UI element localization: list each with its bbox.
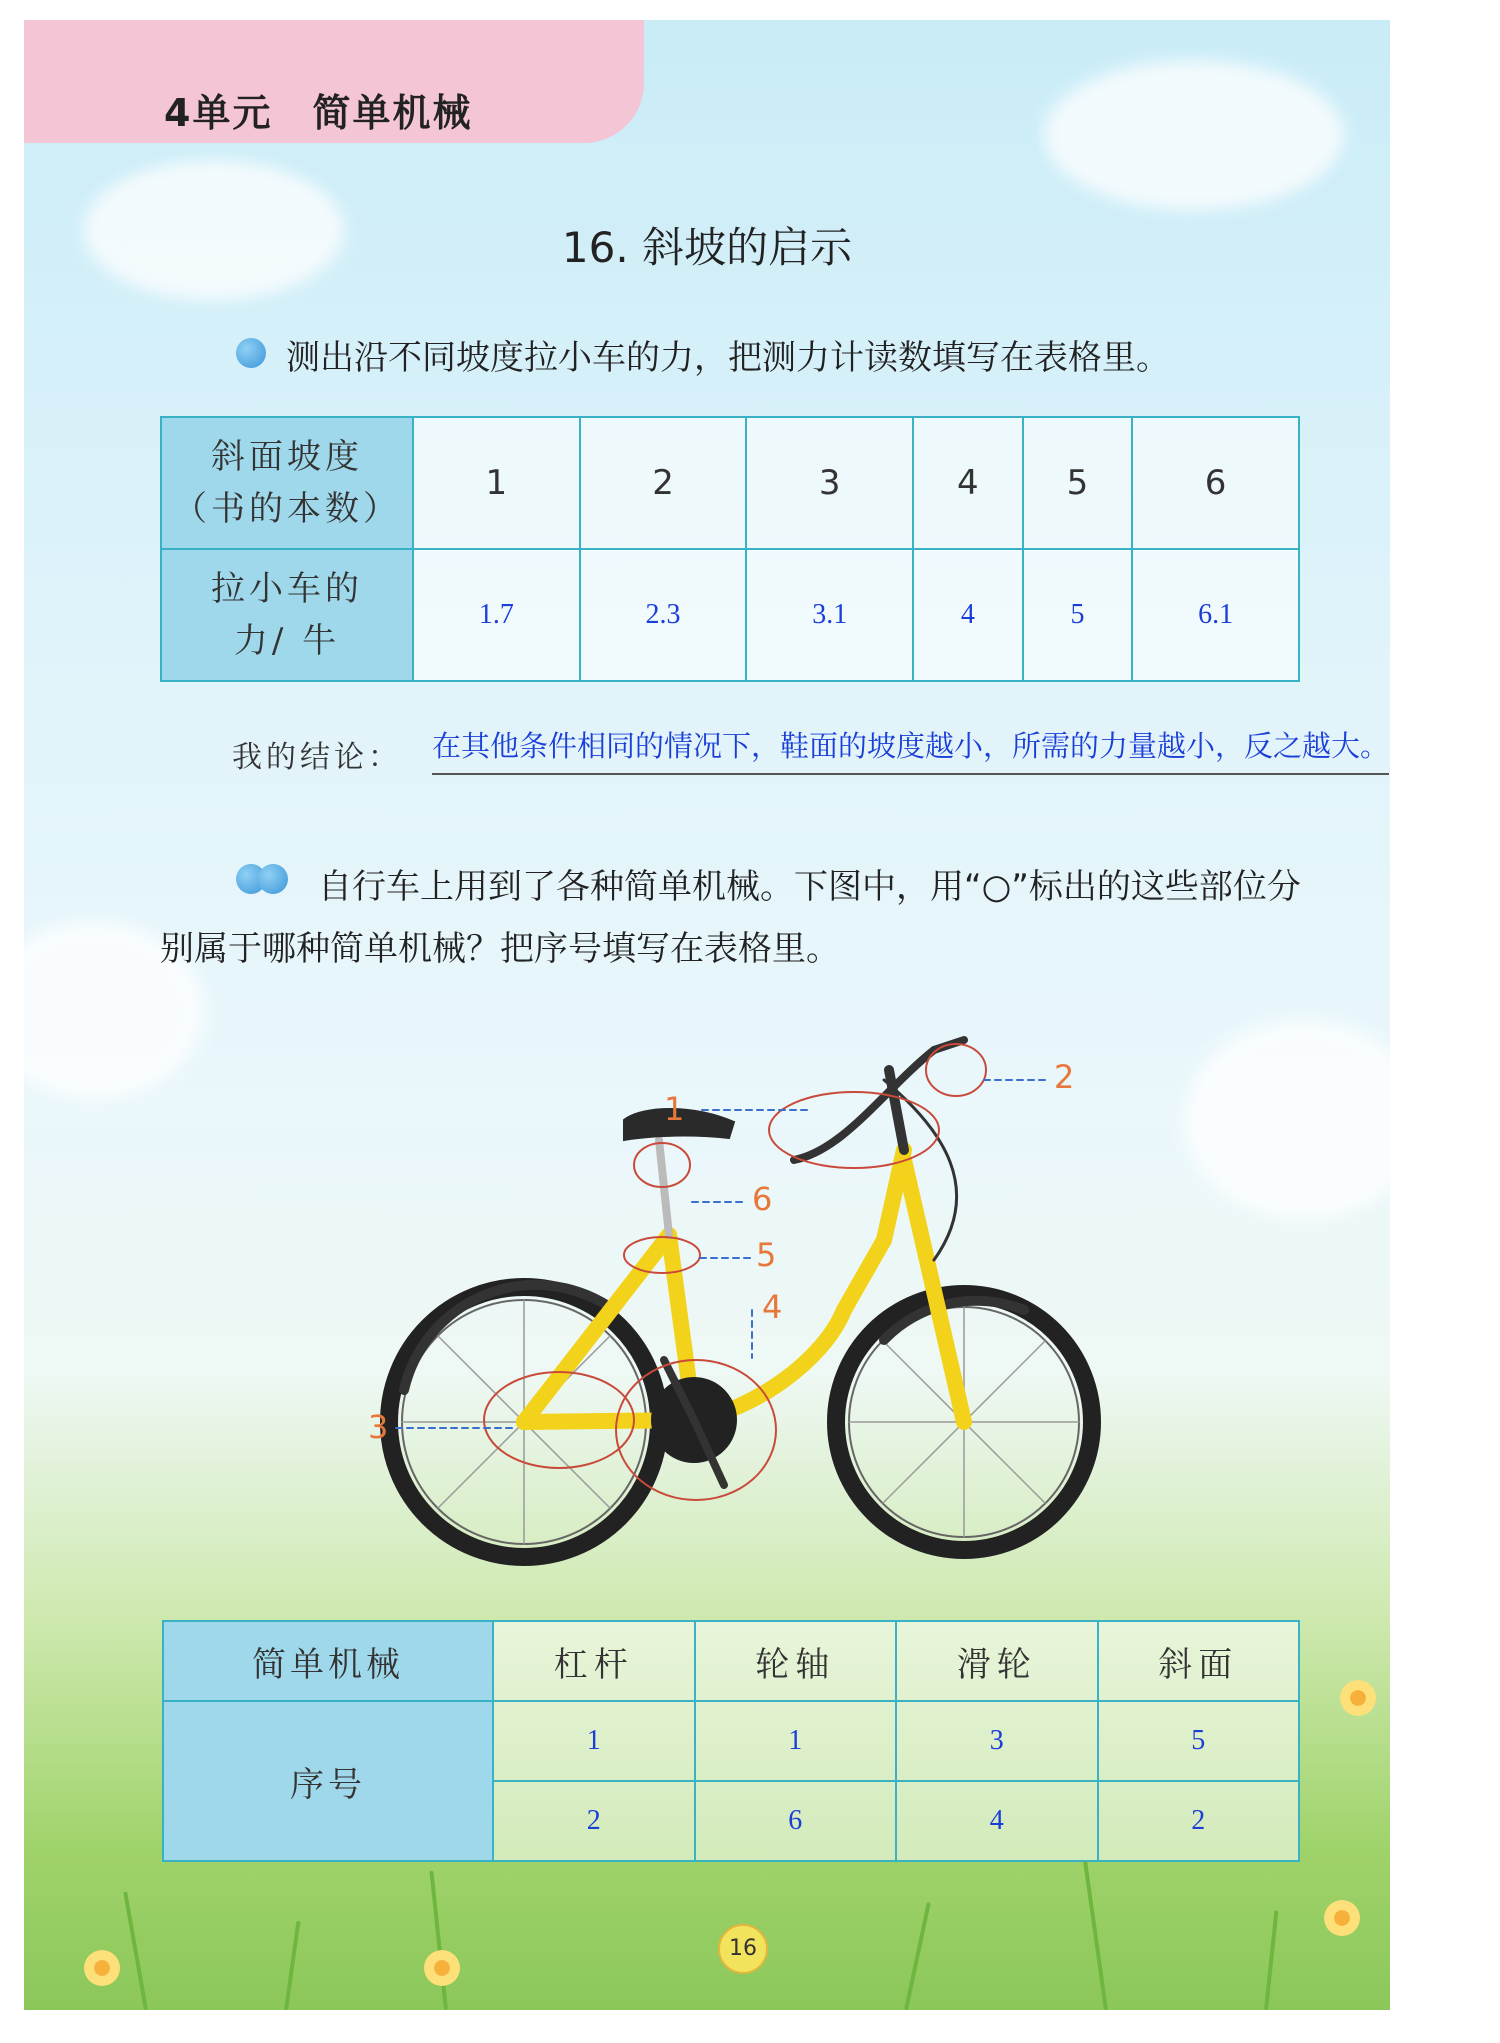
- conclusion-answer[interactable]: 在其他条件相同的情况下，鞋面的坡度越小，所需的力量越小，反之越大。: [432, 724, 1389, 775]
- slope-header-line1: 斜面坡度: [211, 437, 363, 477]
- slope-cell: 3: [746, 417, 913, 549]
- unit-title: 4单元 简单机械: [164, 91, 473, 135]
- slope-cell: 2: [580, 417, 747, 549]
- slope-row: [161, 417, 1299, 549]
- grass-decoration: [1264, 1910, 1278, 2010]
- slope-header-cell: [161, 417, 413, 549]
- page-number: 16: [718, 1924, 768, 1974]
- force-header-line2: 力/ 牛: [233, 621, 341, 661]
- force-answer-cell[interactable]: 6.1: [1132, 549, 1299, 681]
- machine-header-cell: 简单机械: [163, 1621, 493, 1701]
- flower-icon: [424, 1950, 460, 1986]
- callout-6: 6: [752, 1180, 773, 1218]
- callout-2: 2: [1054, 1058, 1075, 1096]
- slope-cell: 4: [913, 417, 1023, 549]
- machine-name-cell: 滑轮: [896, 1621, 1098, 1701]
- grass-decoration: [1083, 1861, 1108, 2010]
- lesson-title: 16. 斜坡的启示: [561, 223, 853, 272]
- slope-force-table: [160, 416, 1300, 682]
- single-dot-bullet-icon: [236, 338, 266, 368]
- textbook-page: [24, 20, 1390, 2010]
- number-answer-cell[interactable]: 2: [493, 1781, 695, 1861]
- callout-4: 4: [762, 1288, 783, 1326]
- slope-cell: 6: [1132, 417, 1299, 549]
- number-answer-cell[interactable]: 5: [1098, 1701, 1300, 1781]
- simple-machine-table: [162, 1620, 1300, 1862]
- grass-decoration: [284, 1921, 300, 2010]
- force-answer-cell[interactable]: 4: [913, 549, 1023, 681]
- bicycle-icon: [324, 1010, 1104, 1570]
- number-answer-cell[interactable]: 3: [896, 1701, 1098, 1781]
- conclusion-label: 我的结论：: [232, 740, 402, 775]
- grass-decoration: [904, 1902, 931, 2010]
- number-answer-cell[interactable]: 4: [896, 1781, 1098, 1861]
- number-answer-cell[interactable]: 2: [1098, 1781, 1300, 1861]
- background-cloud: [1044, 60, 1344, 210]
- flower-icon: [1340, 1680, 1376, 1716]
- bicycle-illustration: [324, 1010, 1104, 1570]
- flower-icon: [84, 1950, 120, 1986]
- machine-name-cell: 斜面: [1098, 1621, 1300, 1701]
- machine-name-cell: 杠杆: [493, 1621, 695, 1701]
- force-header-cell: [161, 549, 413, 681]
- machine-name-cell: 轮轴: [695, 1621, 897, 1701]
- grass-decoration: [123, 1891, 148, 2010]
- number-answer-cell[interactable]: 6: [695, 1781, 897, 1861]
- answer-row: [163, 1701, 1299, 1781]
- grass-decoration: [429, 1871, 448, 2010]
- flower-icon: [1324, 1900, 1360, 1936]
- number-label-cell: 序号: [163, 1701, 493, 1861]
- instruction-text: 测出沿不同坡度拉小车的力，把测力计读数填写在表格里。: [286, 338, 1170, 378]
- callout-1: 1: [664, 1090, 685, 1128]
- force-row: [161, 549, 1299, 681]
- machine-header-row: [163, 1621, 1299, 1701]
- slope-header-line2: （书的本数）: [173, 489, 401, 529]
- number-answer-cell[interactable]: 1: [695, 1701, 897, 1781]
- callout-5: 5: [756, 1236, 777, 1274]
- slope-cell: 5: [1023, 417, 1133, 549]
- force-header-line1: 拉小车的: [211, 569, 363, 609]
- slope-cell: 1: [413, 417, 580, 549]
- force-answer-cell[interactable]: 2.3: [580, 549, 747, 681]
- force-answer-cell[interactable]: 1.7: [413, 549, 580, 681]
- force-answer-cell[interactable]: 3.1: [746, 549, 913, 681]
- number-answer-cell[interactable]: 1: [493, 1701, 695, 1781]
- callout-3: 3: [368, 1408, 389, 1446]
- instruction-text: 自行车上用到了各种简单机械。下图中，用“○”标出的这些部位分别属于哪种简单机械？把序号填写在表格里。: [160, 867, 1301, 969]
- background-cloud: [1184, 1020, 1390, 1220]
- force-answer-cell[interactable]: 5: [1023, 549, 1133, 681]
